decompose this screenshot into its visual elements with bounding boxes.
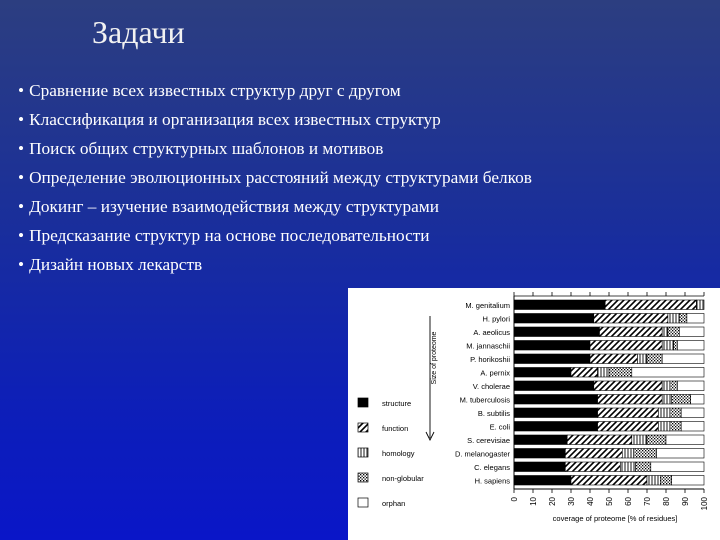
legend-label: non-globular <box>382 474 424 483</box>
category-label: M. jannaschii <box>466 341 510 351</box>
category-label: H. sapiens <box>474 476 510 486</box>
bullet-dot-icon: • <box>18 81 25 100</box>
bar-segment-homology <box>662 381 670 391</box>
category-label: A. pernix <box>480 368 510 378</box>
x-tick-label: 70 <box>643 497 652 506</box>
bar-segment-structure <box>514 368 571 378</box>
bar-segment-orphan <box>681 408 704 418</box>
bar-segment-nonglobular <box>670 381 678 391</box>
bar-segment-homology <box>632 435 647 445</box>
bullet-item <box>18 192 708 221</box>
bar-segment-structure <box>514 314 594 324</box>
x-tick-label: 30 <box>567 497 576 506</box>
bar-segment-homology <box>620 462 635 472</box>
bar-segment-structure <box>514 341 590 351</box>
category-label: D. melanogaster <box>454 449 510 459</box>
bullet-item <box>18 163 708 192</box>
bullet-item <box>18 250 708 279</box>
bar-segment-homology <box>662 341 673 351</box>
bar-segment-nonglobular <box>647 354 662 364</box>
bullet-list <box>18 76 708 279</box>
bar-segment-structure <box>514 476 571 486</box>
legend-swatch-homology <box>358 448 368 457</box>
bar-segment-nonglobular <box>668 327 679 337</box>
bar-segment-function <box>605 300 696 310</box>
x-tick-label: 20 <box>548 497 557 506</box>
bar-segment-function <box>567 435 632 445</box>
bullet-dot-icon: • <box>18 168 25 187</box>
bar-segment-homology <box>622 449 633 459</box>
bar-segment-homology <box>696 300 704 310</box>
bar-segment-nonglobular <box>670 422 681 432</box>
bar-segment-orphan <box>657 449 705 459</box>
bar-segment-orphan <box>677 381 704 391</box>
category-label: S. cerevisiae <box>467 436 510 445</box>
bar-segment-homology <box>662 327 668 337</box>
legend-label: orphan <box>382 499 406 508</box>
x-tick-label: 0 <box>510 497 519 502</box>
bar-segment-nonglobular <box>609 368 632 378</box>
bar-segment-nonglobular <box>636 462 651 472</box>
bar-segment-orphan <box>681 422 704 432</box>
bullet-text: Определение эволюционных расстояний между структурами белков <box>29 168 532 187</box>
x-tick-label: 90 <box>681 497 690 506</box>
bullet-dot-icon: • <box>18 197 25 216</box>
legend-label: function <box>382 424 409 433</box>
bullet-dot-icon: • <box>18 255 25 274</box>
bar-segment-homology <box>647 476 660 486</box>
bar-segment-nonglobular <box>634 449 657 459</box>
bar-segment-function <box>590 341 662 351</box>
legend-swatch-function <box>358 423 368 432</box>
x-tick-label: 60 <box>624 497 633 506</box>
bar-segment-nonglobular <box>660 476 671 486</box>
bar-segment-function <box>565 462 620 472</box>
bar-segment-structure <box>514 435 567 445</box>
bar-segment-nonglobular <box>674 341 678 351</box>
bar-segment-nonglobular <box>672 395 691 405</box>
bar-segment-homology <box>668 314 679 324</box>
bullet-item <box>18 76 708 105</box>
bar-segment-structure <box>514 300 605 310</box>
bar-segment-structure <box>514 422 598 432</box>
x-tick-label: 40 <box>586 497 595 506</box>
category-label: A. aeolicus <box>473 328 510 337</box>
proteome-coverage-figure <box>348 288 720 540</box>
bar-segment-orphan <box>632 368 704 378</box>
bar-segment-orphan <box>666 435 704 445</box>
bar-segment-structure <box>514 381 594 391</box>
bar-segment-orphan <box>662 354 704 364</box>
bullet-text: Докинг – изучение взаимодействия между структурами <box>29 197 439 216</box>
category-label: E. coli <box>489 422 510 432</box>
category-label: H. pylori <box>482 314 510 324</box>
category-label: P. horikoshii <box>470 355 510 364</box>
bar-segment-homology <box>598 368 609 378</box>
bullet-text: Классификация и организация всех известных структур <box>29 110 441 129</box>
category-label: V. cholerae <box>472 382 510 391</box>
bar-segment-structure <box>514 354 590 364</box>
bullet-text: Предсказание структур на основе последовательности <box>29 226 430 245</box>
bar-segment-function <box>571 476 647 486</box>
bar-segment-orphan <box>672 476 704 486</box>
bar-segment-homology <box>658 422 669 432</box>
bar-segment-homology <box>638 354 648 364</box>
proteome-coverage-chart <box>348 288 720 540</box>
bar-segment-function <box>594 381 662 391</box>
bar-segment-structure <box>514 462 565 472</box>
bar-segment-homology <box>658 408 669 418</box>
bar-segment-homology <box>662 395 672 405</box>
bar-segment-orphan <box>687 314 704 324</box>
bullet-text: Дизайн новых лекарств <box>29 255 203 274</box>
bar-segment-orphan <box>679 327 704 337</box>
bullet-dot-icon: • <box>18 139 25 158</box>
category-label: M. genitalium <box>465 301 510 310</box>
bar-segment-nonglobular <box>647 435 666 445</box>
bullet-dot-icon: • <box>18 226 25 245</box>
category-label: M. tuberculosis <box>459 395 510 405</box>
bar-segment-structure <box>514 449 565 459</box>
bar-segment-structure <box>514 395 598 405</box>
y-axis-label: Size of proteome <box>431 331 438 385</box>
bar-segment-orphan <box>651 462 704 472</box>
category-label: C. elegans <box>474 463 510 472</box>
bar-segment-function <box>598 395 663 405</box>
bar-segment-function <box>600 327 663 337</box>
bar-segment-structure <box>514 327 600 337</box>
bullet-item <box>18 134 708 163</box>
legend-swatch-orphan <box>358 498 368 507</box>
legend-swatch-structure <box>358 398 368 407</box>
bullet-item <box>18 105 708 134</box>
x-tick-label: 80 <box>662 497 671 506</box>
x-axis-label: coverage of proteome [% of residues] <box>552 514 678 523</box>
bullet-dot-icon: • <box>18 110 25 129</box>
x-tick-label: 10 <box>529 497 538 506</box>
category-label: B. subtilis <box>477 409 510 418</box>
bar-segment-nonglobular <box>679 314 687 324</box>
bar-segment-nonglobular <box>670 408 681 418</box>
bar-segment-function <box>590 354 638 364</box>
legend-label: homology <box>382 449 415 458</box>
x-tick-label: 50 <box>605 497 614 506</box>
bullet-item <box>18 221 708 250</box>
legend-label: structure <box>382 399 412 408</box>
legend-swatch-nonglobular <box>358 473 368 482</box>
x-tick-label: 100 <box>700 497 709 511</box>
bar-segment-orphan <box>677 341 704 351</box>
bullet-text: Сравнение всех известных структур друг с другом <box>29 81 401 100</box>
bar-segment-function <box>594 314 668 324</box>
bar-segment-function <box>565 449 622 459</box>
slide-title: Задачи <box>92 14 185 50</box>
bar-segment-orphan <box>691 395 704 405</box>
bullet-text: Поиск общих структурных шаблонов и мотивов <box>29 139 384 158</box>
bar-segment-function <box>598 408 659 418</box>
bar-segment-function <box>571 368 598 378</box>
bar-segment-structure <box>514 408 598 418</box>
bar-segment-function <box>598 422 659 432</box>
